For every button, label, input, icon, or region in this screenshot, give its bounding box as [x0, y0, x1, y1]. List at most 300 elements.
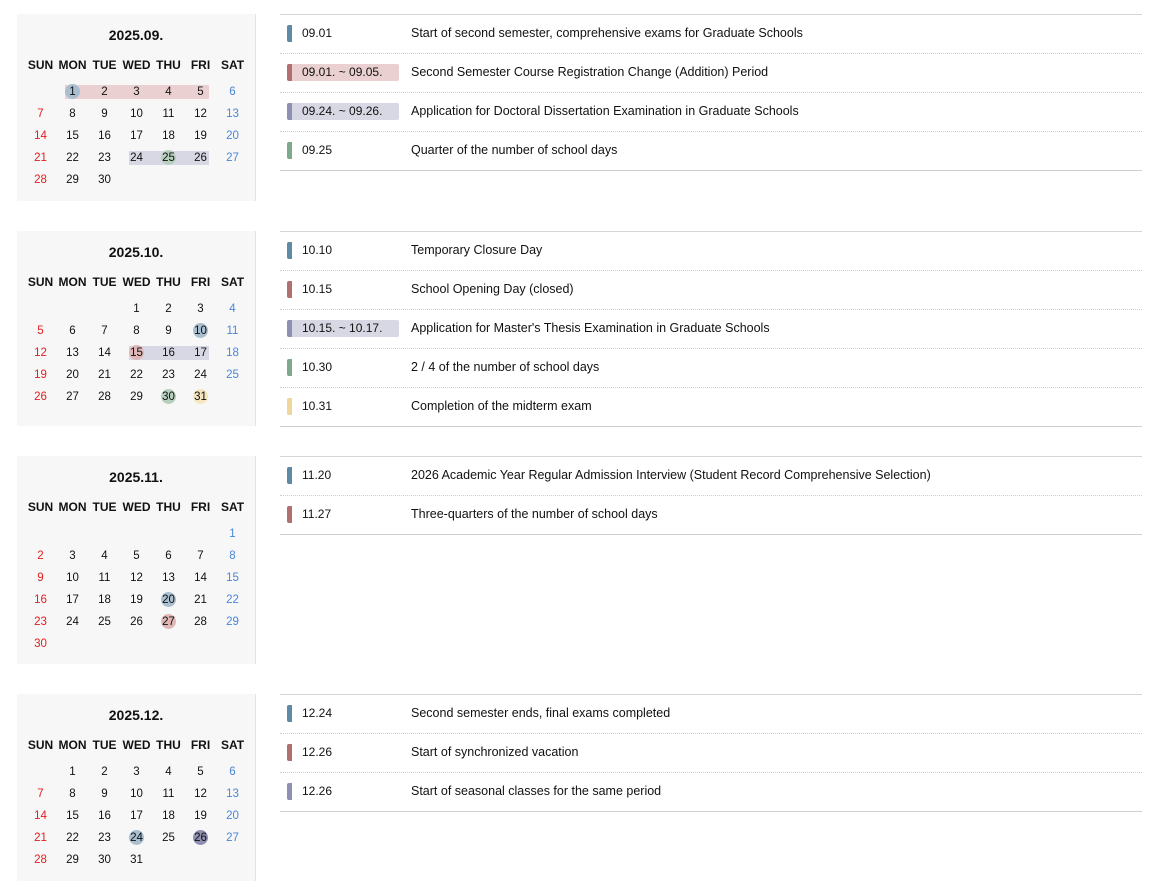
- calendar-day[interactable]: [57, 611, 89, 633]
- event-item[interactable]: [280, 734, 1142, 773]
- calendar-day[interactable]: [25, 125, 57, 147]
- calendar-day[interactable]: [217, 611, 249, 633]
- weekday-label: MON: [58, 58, 87, 72]
- calendar-day[interactable]: [25, 611, 57, 633]
- calendar-day-number: 25: [162, 832, 175, 844]
- calendar-day-number: 18: [226, 347, 239, 359]
- calendar-day-number: 27: [226, 152, 239, 164]
- mini-calendar: [17, 694, 256, 881]
- weekday-label: THU: [156, 500, 181, 514]
- calendar-day-number: 17: [66, 594, 79, 606]
- calendar-empty-cell: [185, 523, 217, 545]
- event-title: Temporary Closure Day: [411, 243, 543, 257]
- event-item[interactable]: [280, 773, 1142, 812]
- calendar-day[interactable]: [153, 567, 185, 589]
- weekday-label: WED: [122, 738, 151, 752]
- calendar-day[interactable]: [185, 827, 217, 849]
- calendar-day-number: 3: [133, 766, 140, 778]
- calendar-day-number: 20: [66, 369, 79, 381]
- calendar-day-number: 9: [101, 108, 108, 120]
- calendar-day[interactable]: [121, 386, 153, 408]
- calendar-day[interactable]: [185, 320, 217, 342]
- calendar-day-number: 11: [162, 108, 175, 120]
- calendar-day-number: 5: [37, 325, 44, 337]
- calendar-day[interactable]: [121, 827, 153, 849]
- calendar-empty-cell: [57, 298, 89, 320]
- calendar-day-number: 19: [194, 810, 207, 822]
- calendar-day[interactable]: [217, 298, 249, 320]
- calendar-day[interactable]: [57, 386, 89, 408]
- calendar-day[interactable]: [217, 827, 249, 849]
- event-title: 2026 Academic Year Regular Admission Interview (Student Record Comprehensive Selection): [411, 468, 931, 482]
- calendar-empty-cell: [153, 169, 185, 191]
- weekday-header-row: [25, 497, 256, 517]
- event-list: [280, 456, 1142, 535]
- calendar-day-number: 7: [37, 788, 44, 800]
- calendar-day-number: 8: [229, 550, 236, 562]
- calendar-day[interactable]: [185, 103, 217, 125]
- calendar-day[interactable]: [57, 147, 89, 169]
- calendar-day-number: 10: [66, 572, 79, 584]
- event-item[interactable]: [280, 132, 1142, 171]
- calendar-day[interactable]: [121, 147, 153, 169]
- calendar-empty-cell: [185, 169, 217, 191]
- calendar-day[interactable]: [89, 103, 121, 125]
- calendar-day[interactable]: [153, 364, 185, 386]
- calendar-day-number: 29: [66, 854, 79, 866]
- calendar-day[interactable]: [185, 589, 217, 611]
- calendar-day-number: 16: [162, 347, 175, 359]
- calendar-day[interactable]: [217, 125, 249, 147]
- calendar-day-number: 13: [226, 108, 239, 120]
- calendar-day[interactable]: [185, 147, 217, 169]
- weekday-header-row: [25, 272, 256, 292]
- weekday-header-row: [25, 55, 256, 75]
- calendar-day[interactable]: [25, 342, 57, 364]
- event-date: 11.20: [287, 467, 399, 484]
- calendar-day[interactable]: [89, 342, 121, 364]
- weekday-label: MON: [58, 738, 87, 752]
- calendar-week-row: [25, 364, 256, 386]
- event-item[interactable]: [280, 310, 1142, 349]
- calendar-day-number: 21: [98, 369, 111, 381]
- calendar-day[interactable]: [217, 805, 249, 827]
- weekday-label: SUN: [27, 275, 54, 289]
- calendar-day-number: 15: [66, 810, 79, 822]
- weekday-label: SUN: [27, 738, 54, 752]
- event-item[interactable]: [280, 388, 1142, 427]
- calendar-day[interactable]: [25, 633, 57, 655]
- calendar-day-number: 15: [226, 572, 239, 584]
- calendar-day[interactable]: [89, 827, 121, 849]
- calendar-day-number: 9: [165, 325, 172, 337]
- event-item[interactable]: [280, 695, 1142, 734]
- event-date: 10.31: [287, 398, 399, 415]
- calendar-day[interactable]: [185, 342, 217, 364]
- calendar-week-row: [25, 545, 256, 567]
- weekday-label: THU: [156, 275, 181, 289]
- weekday-label: TUE: [92, 738, 117, 752]
- calendar-week-row: [25, 589, 256, 611]
- calendar-day-number: 3: [69, 550, 76, 562]
- calendar-empty-cell: [153, 633, 185, 655]
- weekday-label: TUE: [92, 58, 117, 72]
- calendar-day-number: 28: [98, 391, 111, 403]
- calendar-day[interactable]: [217, 320, 249, 342]
- calendar-day[interactable]: [89, 125, 121, 147]
- calendar-day-number: 23: [98, 152, 111, 164]
- event-date: 10.30: [287, 359, 399, 376]
- calendar-day[interactable]: [89, 805, 121, 827]
- calendar-day[interactable]: [25, 169, 57, 191]
- calendar-grid: [25, 55, 256, 191]
- calendar-day-number: 19: [194, 130, 207, 142]
- calendar-day[interactable]: [217, 342, 249, 364]
- calendar-day[interactable]: [25, 567, 57, 589]
- event-item[interactable]: [280, 349, 1142, 388]
- calendar-day-number: 12: [194, 108, 207, 120]
- event-title: Three-quarters of the number of school days: [411, 507, 658, 521]
- calendar-empty-cell: [25, 761, 57, 783]
- calendar-day[interactable]: [25, 320, 57, 342]
- calendar-day[interactable]: [217, 761, 249, 783]
- calendar-empty-cell: [121, 633, 153, 655]
- calendar-day[interactable]: [57, 849, 89, 871]
- calendar-day[interactable]: [57, 320, 89, 342]
- calendar-day[interactable]: [153, 298, 185, 320]
- calendar-week-row: [25, 125, 256, 147]
- calendar-day-number: 5: [133, 550, 140, 562]
- calendar-day[interactable]: [25, 805, 57, 827]
- calendar-day[interactable]: [217, 589, 249, 611]
- calendar-day[interactable]: [121, 545, 153, 567]
- calendar-day[interactable]: [153, 386, 185, 408]
- event-title: Application for Master's Thesis Examination in Graduate Schools: [411, 321, 770, 335]
- calendar-day[interactable]: [185, 783, 217, 805]
- weekday-label: FRI: [190, 58, 211, 72]
- weekday-header-row: [25, 735, 256, 755]
- calendar-week-row: [25, 611, 256, 633]
- calendar-day[interactable]: [121, 783, 153, 805]
- calendar-day-number: 26: [194, 152, 207, 164]
- calendar-day-number: 3: [197, 303, 204, 315]
- calendar-day[interactable]: [185, 125, 217, 147]
- calendar-day-number: 15: [130, 347, 143, 359]
- event-item[interactable]: [280, 271, 1142, 310]
- calendar-day[interactable]: [25, 386, 57, 408]
- calendar-day-number: 7: [37, 108, 44, 120]
- calendar-day-number: 30: [98, 854, 111, 866]
- calendar-day[interactable]: [25, 589, 57, 611]
- calendar-day[interactable]: [89, 545, 121, 567]
- calendar-day-number: 30: [162, 391, 175, 403]
- calendar-day-number: 26: [130, 616, 143, 628]
- calendar-day-number: 6: [165, 550, 172, 562]
- calendar-day-number: 27: [66, 391, 79, 403]
- calendar-day[interactable]: [57, 567, 89, 589]
- event-item[interactable]: [280, 54, 1142, 93]
- calendar-day[interactable]: [185, 761, 217, 783]
- calendar-day[interactable]: [89, 386, 121, 408]
- calendar-day[interactable]: [25, 147, 57, 169]
- calendar-week-row: [25, 783, 256, 805]
- calendar-day-number: 30: [34, 638, 47, 650]
- calendar-day-number: 16: [98, 810, 111, 822]
- calendar-day-number: 28: [194, 616, 207, 628]
- weekday-label: SAT: [220, 58, 245, 72]
- calendar-day[interactable]: [57, 761, 89, 783]
- calendar-day-number: 28: [34, 854, 47, 866]
- calendar-day-number: 16: [98, 130, 111, 142]
- calendar-day-number: 4: [101, 550, 108, 562]
- calendar-day-number: 23: [98, 832, 111, 844]
- calendar-day[interactable]: [89, 761, 121, 783]
- calendar-day[interactable]: [89, 611, 121, 633]
- calendar-day[interactable]: [121, 125, 153, 147]
- calendar-day[interactable]: [153, 342, 185, 364]
- calendar-week-row: [25, 633, 256, 655]
- calendar-day[interactable]: [121, 320, 153, 342]
- calendar-week-row: [25, 103, 256, 125]
- calendar-day-number: 3: [133, 86, 140, 98]
- calendar-empty-cell: [217, 169, 249, 191]
- calendar-week-row: [25, 298, 256, 320]
- weekday-label: MON: [58, 275, 87, 289]
- calendar-day[interactable]: [217, 103, 249, 125]
- event-title: Start of second semester, comprehensive exams for Graduate Schools: [411, 26, 803, 40]
- calendar-day[interactable]: [121, 298, 153, 320]
- calendar-day[interactable]: [185, 386, 217, 408]
- event-item[interactable]: [280, 457, 1142, 496]
- calendar-day-number: 17: [194, 347, 207, 359]
- calendar-day-number: 7: [197, 550, 204, 562]
- calendar-day[interactable]: [121, 589, 153, 611]
- event-date: 12.24: [287, 705, 399, 722]
- calendar-empty-cell: [185, 633, 217, 655]
- calendar-empty-cell: [89, 523, 121, 545]
- calendar-day-number: 15: [66, 130, 79, 142]
- calendar-day[interactable]: [89, 320, 121, 342]
- calendar-day-number: 11: [226, 325, 239, 337]
- calendar-day-number: 17: [130, 810, 143, 822]
- calendar-day[interactable]: [25, 364, 57, 386]
- calendar-day-number: 21: [34, 152, 47, 164]
- calendar-day[interactable]: [153, 320, 185, 342]
- calendar-week-row: [25, 805, 256, 827]
- calendar-day[interactable]: [217, 545, 249, 567]
- event-date: 09.25: [287, 142, 399, 159]
- calendar-day[interactable]: [121, 849, 153, 871]
- calendar-day[interactable]: [153, 783, 185, 805]
- calendar-day[interactable]: [185, 81, 217, 103]
- calendar-day[interactable]: [121, 103, 153, 125]
- calendar-day-number: 29: [226, 616, 239, 628]
- calendar-day[interactable]: [153, 147, 185, 169]
- calendar-day[interactable]: [57, 783, 89, 805]
- calendar-day[interactable]: [57, 364, 89, 386]
- calendar-day[interactable]: [217, 147, 249, 169]
- calendar-empty-cell: [89, 633, 121, 655]
- mini-calendar: [17, 14, 256, 201]
- calendar-day[interactable]: [153, 827, 185, 849]
- calendar-day[interactable]: [217, 81, 249, 103]
- calendar-day[interactable]: [57, 589, 89, 611]
- event-item[interactable]: [280, 15, 1142, 54]
- weekday-label: TUE: [92, 500, 117, 514]
- calendar-day[interactable]: [57, 125, 89, 147]
- calendar-day[interactable]: [153, 589, 185, 611]
- calendar-day[interactable]: [185, 805, 217, 827]
- weekday-label: FRI: [190, 500, 211, 514]
- calendar-day-number: 19: [130, 594, 143, 606]
- calendar-day[interactable]: [89, 783, 121, 805]
- calendar-day[interactable]: [89, 849, 121, 871]
- calendar-day-number: 27: [226, 832, 239, 844]
- calendar-day[interactable]: [185, 364, 217, 386]
- calendar-empty-cell: [89, 298, 121, 320]
- event-list: [280, 694, 1142, 812]
- calendar-day[interactable]: [57, 103, 89, 125]
- calendar-day-number: 17: [130, 130, 143, 142]
- calendar-day-number: 29: [66, 174, 79, 186]
- calendar-day[interactable]: [89, 589, 121, 611]
- calendar-day[interactable]: [121, 805, 153, 827]
- calendar-day[interactable]: [153, 125, 185, 147]
- weekday-label: SAT: [220, 500, 245, 514]
- calendar-day-number: 20: [226, 130, 239, 142]
- calendar-day[interactable]: [217, 783, 249, 805]
- calendar-day[interactable]: [217, 364, 249, 386]
- calendar-day[interactable]: [25, 849, 57, 871]
- calendar-grid: [25, 272, 256, 408]
- calendar-day-number: 4: [165, 86, 172, 98]
- calendar-day[interactable]: [57, 805, 89, 827]
- calendar-day[interactable]: [89, 567, 121, 589]
- calendar-grid: [25, 497, 256, 655]
- calendar-week-row: [25, 827, 256, 849]
- calendar-day-number: 11: [98, 572, 111, 584]
- calendar-day[interactable]: [153, 103, 185, 125]
- calendar-day[interactable]: [185, 545, 217, 567]
- calendar-day-number: 14: [98, 347, 111, 359]
- calendar-day[interactable]: [57, 169, 89, 191]
- calendar-grid: [25, 735, 256, 871]
- calendar-day[interactable]: [185, 611, 217, 633]
- calendar-day-number: 9: [37, 572, 44, 584]
- calendar-empty-cell: [25, 81, 57, 103]
- calendar-day-number: 13: [162, 572, 175, 584]
- calendar-day-number: 14: [34, 810, 47, 822]
- calendar-day-number: 23: [162, 369, 175, 381]
- calendar-day[interactable]: [89, 364, 121, 386]
- calendar-week-row: [25, 81, 256, 103]
- event-title: 2 / 4 of the number of school days: [411, 360, 600, 374]
- calendar-day[interactable]: [185, 298, 217, 320]
- event-date: 10.15: [287, 281, 399, 298]
- calendar-day[interactable]: [121, 364, 153, 386]
- calendar-day[interactable]: [121, 761, 153, 783]
- calendar-day[interactable]: [57, 342, 89, 364]
- calendar-day-number: 13: [66, 347, 79, 359]
- calendar-day[interactable]: [217, 523, 249, 545]
- weekday-label: SAT: [220, 275, 245, 289]
- calendar-day[interactable]: [89, 147, 121, 169]
- calendar-month-title: 2025.11.: [109, 469, 163, 485]
- calendar-day-number: 22: [226, 594, 239, 606]
- calendar-day-number: 10: [194, 325, 207, 337]
- calendar-day[interactable]: [25, 103, 57, 125]
- calendar-day[interactable]: [121, 81, 153, 103]
- calendar-day-number: 2: [37, 550, 44, 562]
- calendar-day[interactable]: [153, 545, 185, 567]
- calendar-day[interactable]: [89, 169, 121, 191]
- calendar-empty-cell: [185, 849, 217, 871]
- calendar-day[interactable]: [153, 805, 185, 827]
- calendar-day[interactable]: [25, 545, 57, 567]
- calendar-day-number: 18: [162, 130, 175, 142]
- calendar-day-number: 1: [69, 86, 76, 98]
- event-title: Application for Doctoral Dissertation Examination in Graduate Schools: [411, 104, 799, 118]
- event-date: 09.01. ~ 09.05.: [287, 64, 399, 81]
- calendar-day[interactable]: [57, 827, 89, 849]
- calendar-day-number: 5: [197, 766, 204, 778]
- weekday-label: WED: [122, 58, 151, 72]
- weekday-label: WED: [122, 275, 151, 289]
- calendar-empty-cell: [217, 386, 249, 408]
- calendar-empty-cell: [25, 523, 57, 545]
- calendar-day-number: 7: [101, 325, 108, 337]
- calendar-day[interactable]: [89, 81, 121, 103]
- calendar-day-number: 2: [101, 86, 108, 98]
- calendar-empty-cell: [121, 523, 153, 545]
- calendar-day[interactable]: [153, 611, 185, 633]
- calendar-day[interactable]: [153, 761, 185, 783]
- event-title: Second Semester Course Registration Change (Addition) Period: [411, 65, 769, 79]
- weekday-label: SUN: [27, 500, 54, 514]
- calendar-day[interactable]: [217, 567, 249, 589]
- calendar-day[interactable]: [121, 611, 153, 633]
- calendar-day-number: 23: [34, 616, 47, 628]
- calendar-week-row: [25, 320, 256, 342]
- calendar-month-title: 2025.12.: [108, 707, 164, 723]
- mini-calendar: [17, 456, 256, 664]
- calendar-empty-cell: [153, 523, 185, 545]
- event-item[interactable]: [280, 232, 1142, 271]
- calendar-week-row: [25, 761, 256, 783]
- calendar-day[interactable]: [153, 81, 185, 103]
- calendar-day-number: 8: [133, 325, 140, 337]
- event-item[interactable]: [280, 496, 1142, 535]
- weekday-label: THU: [156, 58, 181, 72]
- calendar-day-number: 24: [130, 832, 143, 844]
- calendar-day[interactable]: [185, 567, 217, 589]
- calendar-day[interactable]: [25, 827, 57, 849]
- calendar-day[interactable]: [57, 81, 89, 103]
- calendar-day[interactable]: [25, 783, 57, 805]
- calendar-day[interactable]: [121, 567, 153, 589]
- calendar-week-row: [25, 386, 256, 408]
- calendar-day[interactable]: [57, 545, 89, 567]
- calendar-day-number: 6: [69, 325, 76, 337]
- calendar-day-number: 1: [69, 766, 76, 778]
- weekday-label: FRI: [190, 738, 211, 752]
- weekday-label: SAT: [220, 738, 245, 752]
- event-item[interactable]: [280, 93, 1142, 132]
- calendar-day-number: 5: [197, 86, 204, 98]
- calendar-day-number: 20: [162, 594, 175, 606]
- calendar-day[interactable]: [121, 342, 153, 364]
- calendar-empty-cell: [121, 169, 153, 191]
